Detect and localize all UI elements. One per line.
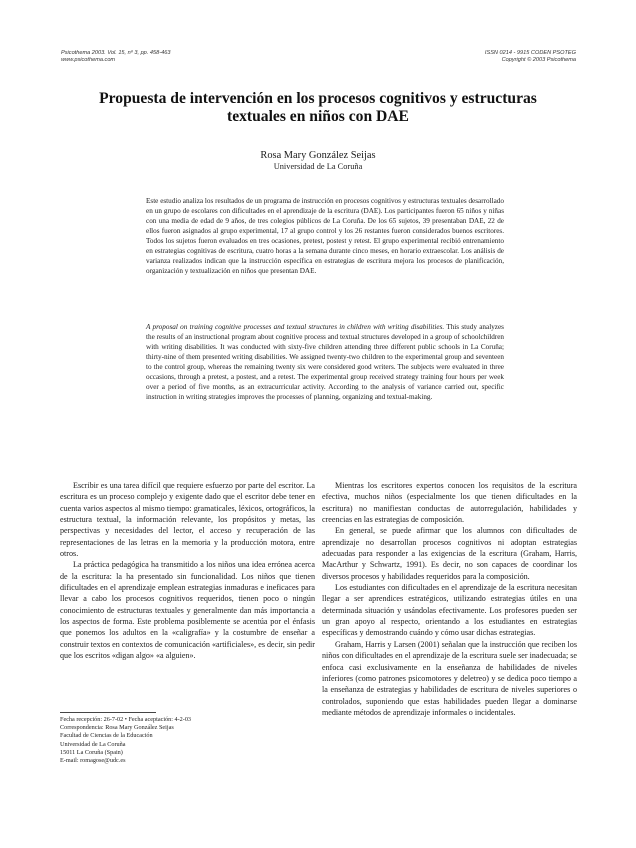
footnote-dates: Fecha recepción: 26-7-02 • Fecha aceptación: 4-2-03: [60, 716, 192, 723]
journal-copyright: Copyright © 2003 Psicothema: [501, 57, 576, 63]
journal-issn: ISSN 0214 - 9915 CODEN PSOTEG: [484, 50, 576, 56]
abstract-spanish: Este estudio analiza los resultados de un programa de instrucción en procesos cognitivos y estructuras textuales desarrollado en un grupo de escolares con dificultades en el aprendizaje de la escritura (DAE). Los participantes fueron 65 niños y niñas con una media de edad de 9 años, de tres colegios públicos de La Coruña. De los 65 sujetos, 39 presentaban DAE, 22 de ellos fueron asignados al grupo experimental, 17 al grupo control y los 26 restantes fueron considerados buenos escritores. Todos los sujetos fueron evaluados en tres ocasiones, pretest, postest y retest. El grupo experimental recibió entrenamiento en estrategias cognitivas de escritura, cuatro horas a la semana durante cinco meses, en horario extraescolar. Los análisis de varianza realizados indican que la instrucción específica en estrategias de escritura mejora los procesos de planificación, organización y textualización en niños que presentan DAE.: [146, 197, 504, 275]
paper-title: [60, 90, 576, 126]
paper-title-line-2: textuales en niños con DAE: [227, 108, 409, 125]
paragraph: Escribir es una tarea difícil que requiere esfuerzo por parte del escritor. La escritura es un proceso complejo y exigente dado que el escritor debe tener en cuenta varios aspectos al mismo tiempo: gramaticales, léxicos, ortográficos, la estructura textual, la información relevante, los propósitos y metas, las perspectivas y necesidades del lector, el acceso y recuperación de las representaciones de las letras en la memoria y la producción motora, entre otros.: [60, 481, 315, 559]
footnote-divider: [60, 712, 156, 713]
footnote-email: E-mail: romagose@udc.es: [60, 757, 126, 765]
journal-header: [61, 50, 170, 64]
footnote-correspondence: Correspondencia: Rosa Mary González Seijas: [60, 724, 174, 732]
footnote-address: 15011 La Coruña (Spain): [60, 748, 123, 756]
journal-issn-block: [485, 50, 576, 64]
paragraph: Los estudiantes con dificultades en el aprendizaje de la escritura necesitan llegar a ser aprendices estratégicos, utilizando estrategias útiles en una determinada situación y usándolas efectivamente. Los profesores pueden ser un gran apoyo al respecto, orientando a los estudiantes en estrategias específicas y demostrando cuándo y cómo usar dichas estrategias.: [322, 583, 577, 638]
paragraph: Mientras los escritores expertos conocen los requisitos de la escritura efectiva, muchos niños (especialmente los que tienen dificultades en la escritura) no manifiestan conductas de autorregulación, habilidades y creencias en las estrategias de composición.: [322, 481, 577, 525]
abstract-english-title: A proposal on training cognitive processes and textual structures in children with writing disabilities.: [146, 323, 445, 331]
body-column-left: [60, 480, 315, 662]
abstract-english: [146, 322, 504, 402]
body-column-right: [322, 480, 577, 718]
author-affiliation: Universidad de La Coruña: [273, 162, 363, 171]
paper-title-line-1: Propuesta de intervención en los procesos cognitivos y estructuras: [99, 90, 537, 107]
author-name: Rosa Mary González Seijas: [260, 150, 376, 161]
abstract-english-body: This study analyzes the results of an instructional program about cognitive process and textual structures developed in a group of schoolchildren with writing disabilities. It was conducted with sixty-five children attending three different public schools in La Coruña; thirty-nine of them presented writing disabilities. We assigned twenty-two children to the experimental group and seventeen to the control group, whereas the remaining twenty six were considered good writers. The subjects were evaluated in three occasions, through a pretest, a postest, and a retest. The experimental group received strategy training four hours per week over a period of five months, as an extracurricular activity. According to the analysis of variance carried out, specific instruction in writing strategies improves the processes of planning, organizing and textual-making.: [146, 323, 504, 401]
journal-website: www.psicothema.com: [61, 57, 116, 63]
footnote-faculty: Facultad de Ciencias de la Educación: [60, 732, 153, 740]
correspondence-footnote: [60, 716, 315, 765]
footnote-university: Universidad de La Coruña: [60, 740, 126, 748]
paragraph: En general, se puede afirmar que los alumnos con dificultades de aprendizaje no desarrollan procesos cognitivos ni adoptan estrategias adecuadas para responder a las exigencias de la escritura (Graham, Harris, MacArthur y Schwartz, 1991). Es decir, no son capaces de coordinar los diversos procesos y habilidades requeridos para la composición.: [322, 526, 577, 581]
journal-citation: Psicothema 2003. Vol. 15, nº 3, pp. 458-463: [61, 50, 171, 56]
paragraph: Graham, Harris y Larsen (2001) señalan que la instrucción que reciben los niños con dificultades en el aprendizaje de la escritura suele ser inadecuada; se enfoca casi exclusivamente en la enseñanza de habilidades de niveles inferiores (como patrones psicomotores y deletreo) y se dedica poco tiempo a la enseñanza de estrategias y habilidades de escritura de niveles superiores o controlados, suponiendo que estas habilidades pueden llegar a dominarse mediante métodos de aprendizaje informales o incidentales.: [322, 639, 577, 717]
paragraph: La práctica pedagógica ha transmitido a los niños una idea errónea acerca de la escritura: la ha presentado sin funcionalidad. Los niños que tienen dificultades en el aprendizaje emplean estrategias inmaduras e ineficaces para llevar a cabo los procesos cognitivos requeridos, tienen poco o ningún conocimiento de estructuras textuales y generalmente dan más importancia a los aspectos de forma. Este problema posiblemente se acentúa por el énfasis que ponemos los adultos en la «caligrafía» y la costumbre de enseñar a construir textos en contextos de comunicación «artificiales», es decir, sin pedir que los escritos «digan algo» «a alguien».: [60, 560, 315, 661]
